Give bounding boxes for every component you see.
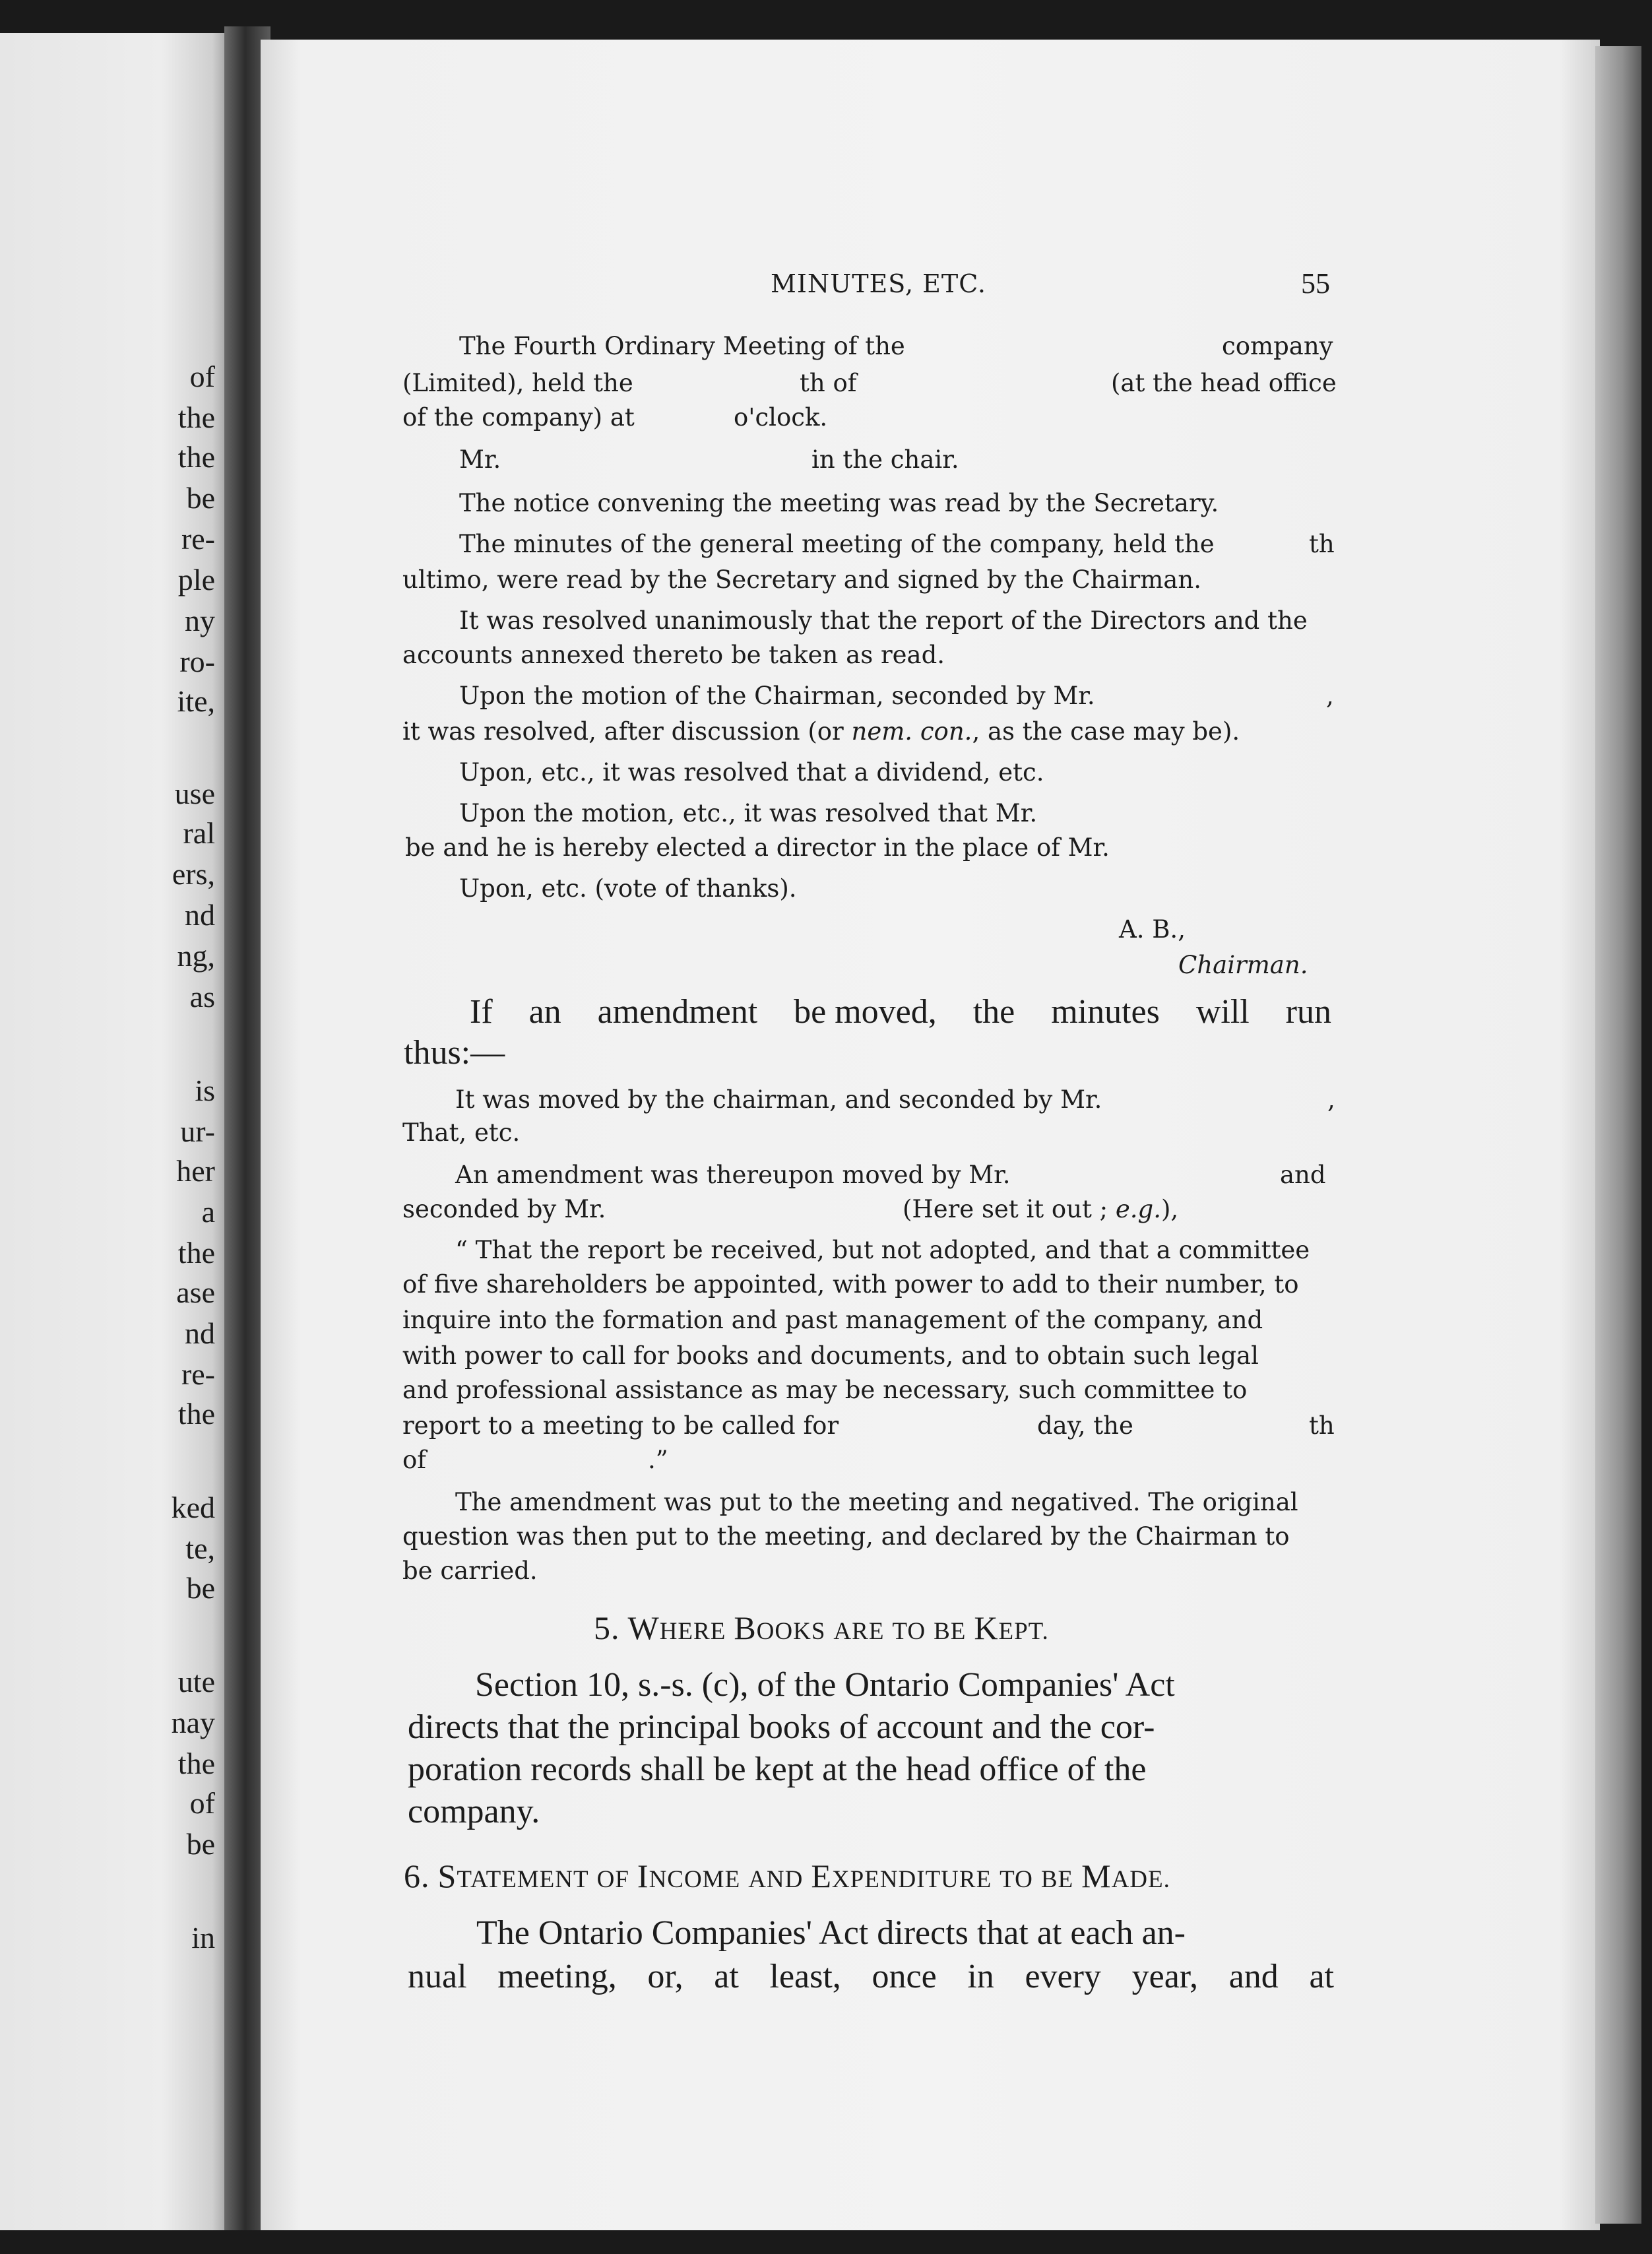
heading-small-caps: EPT. <box>998 1618 1049 1645</box>
form-text: It was resolved unanimously that the report of the Directors and the <box>459 606 1308 635</box>
left-page-word-fragment: ked <box>171 1491 215 1524</box>
form-text: be and he is hereby elected a director in the place of Mr. <box>405 833 1110 862</box>
heading-small-caps: BE <box>934 1618 967 1645</box>
left-page-word-fragment: ral <box>183 816 215 850</box>
page-number: 55 <box>1301 267 1330 300</box>
quote-text: “ That the report be received, but not adopted, and that a committee <box>455 1236 1310 1264</box>
quote-text: of five shareholders be appointed, with power to add to their number, to <box>402 1270 1299 1299</box>
form-text-italic: e.g. <box>1115 1195 1161 1223</box>
left-page-word-fragment: the <box>177 1236 215 1270</box>
form-text: Upon the motion, etc., it was resolved that Mr. <box>459 799 1038 827</box>
form-text: in the chair. <box>811 445 959 474</box>
quote-text: of <box>402 1446 426 1474</box>
section-6-heading <box>404 1859 1170 1892</box>
form-text <box>903 1197 1178 1221</box>
form-text: Upon the motion of the Chairman, seconded by Mr. <box>459 682 1095 710</box>
form-text: of the company) at <box>402 403 635 432</box>
left-page-word-fragment: ple <box>177 563 215 596</box>
form-text: Upon, etc. (vote of thanks). <box>459 874 797 903</box>
heading-small-caps: TO <box>1000 1866 1033 1893</box>
left-page-word-fragment: ite, <box>177 684 215 718</box>
left-page-word-fragment: nd <box>185 898 215 932</box>
form-text: o'clock. <box>734 403 828 432</box>
left-page-word-fragment: in <box>191 1921 215 1954</box>
form-text: th <box>1309 530 1335 558</box>
form-text: The notice convening the meeting was read by the Secretary. <box>459 489 1219 517</box>
quote-text: with power to call for books and documents, and to obtain such legal <box>402 1341 1259 1370</box>
form-text: An amendment was thereupon moved by Mr. <box>455 1161 1011 1189</box>
heading-small-caps: AND <box>748 1866 804 1893</box>
left-page-word-fragment: her <box>176 1154 215 1188</box>
section-5-heading <box>594 1611 1049 1644</box>
heading-initial: E <box>811 1857 832 1894</box>
heading-small-caps: OF <box>596 1866 629 1893</box>
left-page-word-fragment: use <box>174 777 215 810</box>
left-page-word-fragment: ute <box>177 1665 215 1698</box>
form-text: accounts annexed thereto be taken as read. <box>402 641 945 669</box>
running-title: MINUTES, ETC. <box>771 269 987 298</box>
heading-initial: I <box>637 1857 649 1894</box>
body-word: meeting, <box>497 1958 617 1995</box>
quote-text: day, the <box>1037 1411 1133 1440</box>
quote-text: and professional assistance as may be necessary, such committee to <box>402 1376 1248 1404</box>
quote-text: inquire into the formation and past management of the company, and <box>402 1306 1263 1334</box>
left-page-word-fragment: nd <box>185 1316 215 1350</box>
left-page-word-fragment: is <box>195 1074 215 1107</box>
form-text: and <box>1280 1161 1326 1189</box>
left-page-word-fragment: ng, <box>177 939 215 973</box>
body-word: amendment <box>597 993 758 1031</box>
body-word: year, <box>1131 1958 1199 1995</box>
left-page-word-fragment: re- <box>181 1357 215 1391</box>
form-text: It was moved by the chairman, and seconded by Mr. <box>455 1085 1102 1114</box>
body-text: Section 10, s.-s. (c), of the Ontario Companies' Act <box>475 1666 1175 1704</box>
form-text: be carried. <box>402 1557 538 1585</box>
quote-text: report to a meeting to be called for <box>402 1411 839 1440</box>
body-word: be moved, <box>794 993 937 1031</box>
heading-small-caps: XPENDITURE <box>831 1866 992 1893</box>
form-text: question was then put to the meeting, and declared by the Chairman to <box>402 1522 1290 1551</box>
left-page-word-fragment: re- <box>181 522 215 556</box>
form-text: Upon, etc., it was resolved that a dividend, etc. <box>459 758 1044 787</box>
form-text: ), <box>1161 1195 1179 1223</box>
form-text: , <box>1327 1085 1335 1114</box>
signatory-initials: A. B., <box>1119 915 1186 944</box>
form-text: Mr. <box>459 445 501 474</box>
body-text: The Ontario Companies' Act directs that at each an- <box>476 1914 1186 1952</box>
heading-small-caps: TATEMENT <box>457 1866 589 1893</box>
form-text: The Fourth Ordinary Meeting of the <box>459 332 905 360</box>
heading-small-caps: ADE. <box>1111 1866 1170 1893</box>
left-page-word-fragment: as <box>189 980 215 1014</box>
left-page-word-fragment: be <box>186 1827 215 1861</box>
form-text: That, etc. <box>402 1118 521 1147</box>
body-word: once <box>872 1958 937 1995</box>
body-word: at <box>1309 1958 1334 1995</box>
heading-initial: K <box>974 1609 999 1646</box>
left-page-word-fragment: ny <box>185 604 215 637</box>
form-text: th of <box>800 369 857 397</box>
form-text: it was resolved, after discussion (or <box>402 717 844 746</box>
heading-small-caps: NCOME <box>649 1866 741 1893</box>
heading-initial: S <box>437 1857 457 1894</box>
quote-text: th <box>1309 1411 1335 1440</box>
heading-small-caps: BE <box>1040 1866 1074 1893</box>
body-word: at <box>714 1958 739 1995</box>
left-page-word-fragment: ase <box>176 1275 215 1309</box>
left-page-word-fragment: the <box>177 1747 215 1780</box>
body-word: and <box>1228 1958 1279 1995</box>
body-word: every <box>1025 1958 1101 1995</box>
body-word: will <box>1195 993 1250 1031</box>
body-word: If <box>470 993 493 1031</box>
left-page-word-fragment: the <box>177 1397 215 1431</box>
quote-text: .” <box>648 1446 668 1474</box>
body-text: thus:— <box>404 1034 505 1072</box>
left-page-word-fragment: be <box>186 481 215 515</box>
heading-number: 6. <box>404 1857 430 1894</box>
body-word: or, <box>647 1958 683 1995</box>
left-page-word-fragment: be <box>186 1571 215 1605</box>
form-text <box>402 719 1240 744</box>
left-page-word-fragment: nay <box>171 1706 215 1739</box>
heading-small-caps: HERE <box>659 1618 726 1645</box>
heading-initial: M <box>1081 1857 1112 1894</box>
form-text: company <box>1222 332 1333 360</box>
heading-small-caps: TO <box>892 1618 926 1645</box>
body-word: in <box>967 1958 994 1995</box>
left-page-word-fragment: a <box>201 1195 215 1229</box>
left-page-word-fragment: of <box>189 1786 215 1820</box>
left-page-word-fragment: the <box>177 401 215 434</box>
heading-small-caps: OOKS <box>756 1618 826 1645</box>
body-word: nual <box>408 1958 467 1995</box>
body-word: the <box>972 993 1015 1031</box>
form-text-italic: nem. con. <box>851 717 972 746</box>
heading-number: 5. <box>594 1609 620 1646</box>
form-text: (Limited), held the <box>402 369 633 397</box>
form-text: (Here set it out ; <box>903 1195 1108 1223</box>
form-text: , as the case may be). <box>972 717 1240 746</box>
heading-initial: W <box>627 1609 660 1646</box>
left-page-word-fragment: ers, <box>172 857 215 891</box>
body-word: least, <box>769 1958 841 1995</box>
form-text: seconded by Mr. <box>402 1195 606 1223</box>
left-page-word-fragment: ur- <box>180 1114 215 1148</box>
heading-initial: B <box>734 1609 757 1646</box>
left-page-word-fragment: the <box>177 440 215 474</box>
heading-small-caps: ARE <box>833 1618 885 1645</box>
body-word: minutes <box>1051 993 1160 1031</box>
form-text: The minutes of the general meeting of the company, held the <box>459 530 1215 558</box>
signatory-title: Chairman. <box>1178 951 1308 979</box>
body-word: an <box>528 993 561 1031</box>
body-text: poration records shall be kept at the head office of the <box>408 1751 1147 1788</box>
body-text: directs that the principal books of account and the cor- <box>408 1708 1155 1746</box>
body-text: company. <box>408 1793 540 1830</box>
form-text: ultimo, were read by the Secretary and signed by the Chairman. <box>402 565 1201 594</box>
form-text: (at the head office <box>1111 369 1337 397</box>
form-text: The amendment was put to the meeting and negatived. The original <box>455 1488 1298 1516</box>
form-text: , <box>1326 682 1334 710</box>
body-word: run <box>1285 993 1331 1031</box>
left-page-word-fragment: ro- <box>179 645 215 678</box>
left-page-word-fragment: of <box>189 360 215 393</box>
left-page-word-fragment: te, <box>185 1531 215 1565</box>
